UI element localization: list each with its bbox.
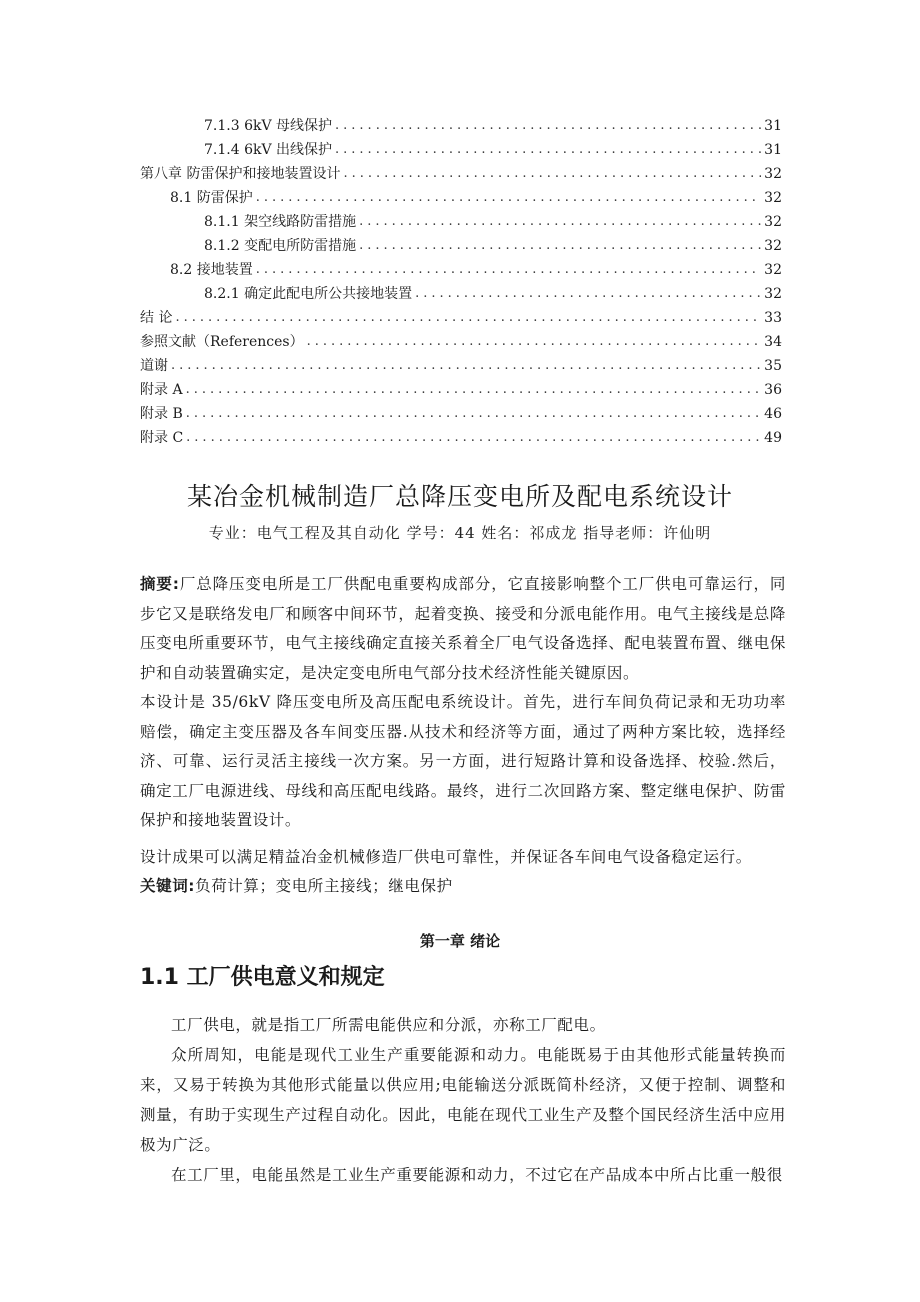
- toc-entry-page: 32: [764, 190, 782, 206]
- abstract-text: 厂总降压变电所是工厂供配电重要构成部分，它直接影响整个工厂供电可靠运行，同步它又是联络发电厂和顾客中间环节，起着变换、接受和分派电能作用。电气主接线是总降压变电所重要环节，电气主接线确定直接关系着全厂电气设备选择、配电装置布置、继电保护和自动装置确实定，是决定变电所电气部分技术经济性能关键原因。: [140, 575, 786, 682]
- toc-entry-page: 32: [764, 214, 782, 230]
- toc-entry[interactable]: [140, 186, 782, 210]
- toc-entry[interactable]: [140, 234, 782, 258]
- body-paragraph: [140, 1010, 786, 1040]
- toc-entry-label: 7.1.4 6kV 出线保护: [204, 142, 333, 158]
- toc-entry-page: 49: [764, 430, 782, 446]
- table-of-contents: [140, 114, 782, 450]
- toc-leader-dots: [186, 402, 761, 426]
- body-paragraph: [140, 1160, 786, 1190]
- toc-entry-label: 7.1.3 6kV 母线保护: [204, 118, 333, 134]
- toc-entry-page: 36: [764, 382, 782, 398]
- toc-entry-page: 46: [764, 406, 782, 422]
- toc-entry-page: 32: [764, 286, 782, 302]
- paragraph-text: 工厂供电，就是指工厂所需电能供应和分派，亦称工厂配电。: [171, 1016, 606, 1034]
- toc-leader-dots: [415, 282, 761, 306]
- toc-entry[interactable]: [140, 138, 782, 162]
- toc-entry-label: 附录 C: [140, 430, 184, 446]
- toc-entry-page: 32: [764, 166, 782, 182]
- toc-entry-label: 8.2.1 确定此配电所公共接地装置: [204, 286, 413, 302]
- keywords-label: 关键词:: [140, 877, 196, 895]
- toc-leader-dots: [335, 138, 761, 162]
- toc-entry-label: 结 论: [140, 310, 173, 326]
- toc-leader-dots: [256, 186, 761, 210]
- toc-entry[interactable]: [140, 378, 782, 402]
- toc-leader-dots: [186, 378, 762, 402]
- toc-entry[interactable]: [140, 210, 782, 234]
- toc-entry[interactable]: [140, 306, 782, 330]
- toc-entry-label: 8.1 防雷保护: [170, 190, 253, 206]
- body-paragraph: [140, 1040, 786, 1160]
- toc-entry-label: 道谢: [140, 358, 168, 374]
- author-byline: 专业：电气工程及其自动化 学号：44 姓名：祁成龙 指导老师：许仙明: [208, 524, 712, 542]
- toc-leader-dots: [359, 234, 761, 258]
- toc-leader-dots: [186, 426, 761, 450]
- paragraph-text: 在工厂里，电能虽然是工业生产重要能源和动力，不过它在产品成本中所占比重一般很: [171, 1166, 783, 1184]
- toc-entry-page: 34: [764, 334, 782, 350]
- toc-entry[interactable]: [140, 426, 782, 450]
- toc-entry-page: 31: [764, 118, 782, 134]
- toc-entry-page: 35: [764, 358, 782, 374]
- design-paragraph: 本设计是 35/6kV 降压变电所及高压配电系统设计。首先，进行车间负荷记录和无功功率赔偿，确定主变压器及各车间变压器.从技术和经济等方面，通过了两种方案比较，选择经济、可靠、运行灵活主接线一次方案。另一方面，进行短路计算和设备选择、校验.然后，确定工厂电源进线、母线和高压配电线路。最终，进行二次回路方案、整定继电保护、防雷保护和接地装置设计。: [140, 693, 786, 829]
- toc-entry[interactable]: [140, 282, 782, 306]
- toc-entry-page: 32: [764, 238, 782, 254]
- toc-entry-label: 附录 A: [140, 382, 183, 398]
- toc-leader-dots: [171, 354, 761, 378]
- toc-entry[interactable]: [140, 354, 782, 378]
- toc-entry-label: 8.1.2 变配电所防雷措施: [204, 238, 357, 254]
- toc-leader-dots: [256, 258, 761, 282]
- toc-leader-dots: [175, 306, 761, 330]
- abstract-paragraph: [140, 570, 786, 688]
- toc-entry[interactable]: [140, 162, 782, 186]
- toc-entry[interactable]: [140, 402, 782, 426]
- section-heading: 1.1 工厂供电意义和规定: [140, 965, 385, 990]
- toc-leader-dots: [307, 330, 762, 354]
- toc-entry[interactable]: [140, 330, 782, 354]
- outcome-paragraph: 设计成果可以满足精益冶金机械修造厂供电可靠性，并保证各车间电气设备稳定运行。: [140, 848, 752, 866]
- paragraph-text: 众所周知，电能是现代工业生产重要能源和动力。电能既易于由其他形式能量转换而来，又易于转换为其他形式能量以供应用;电能输送分派既简朴经济，又便于控制、调整和测量，有助于实现生产过程自动化。因此，电能在现代工业生产及整个国民经济生活中应用极为广泛。: [140, 1046, 786, 1154]
- toc-entry-page: 33: [764, 310, 782, 326]
- toc-entry-label: 8.1.1 架空线路防雷措施: [204, 214, 357, 230]
- toc-entry[interactable]: [140, 114, 782, 138]
- keywords-text: 负荷计算；变电所主接线；继电保护: [195, 877, 453, 895]
- toc-entry-page: 32: [764, 262, 782, 278]
- toc-entry[interactable]: [140, 258, 782, 282]
- toc-entry-label: 参照文献（References）: [140, 334, 304, 350]
- toc-entry-page: 31: [764, 142, 782, 158]
- toc-entry-label: 附录 B: [140, 406, 183, 422]
- toc-entry-label: 8.2 接地装置: [170, 262, 253, 278]
- toc-leader-dots: [335, 114, 761, 138]
- toc-leader-dots: [343, 162, 761, 186]
- keywords-paragraph: [140, 872, 786, 902]
- abstract-label: 摘要:: [140, 575, 180, 593]
- chapter-heading: 第一章 绪论: [419, 932, 501, 950]
- document-title: 某冶金机械制造厂总降压变电所及配电系统设计: [186, 482, 733, 511]
- toc-leader-dots: [359, 210, 761, 234]
- toc-entry-label: 第八章 防雷保护和接地装置设计: [140, 166, 341, 182]
